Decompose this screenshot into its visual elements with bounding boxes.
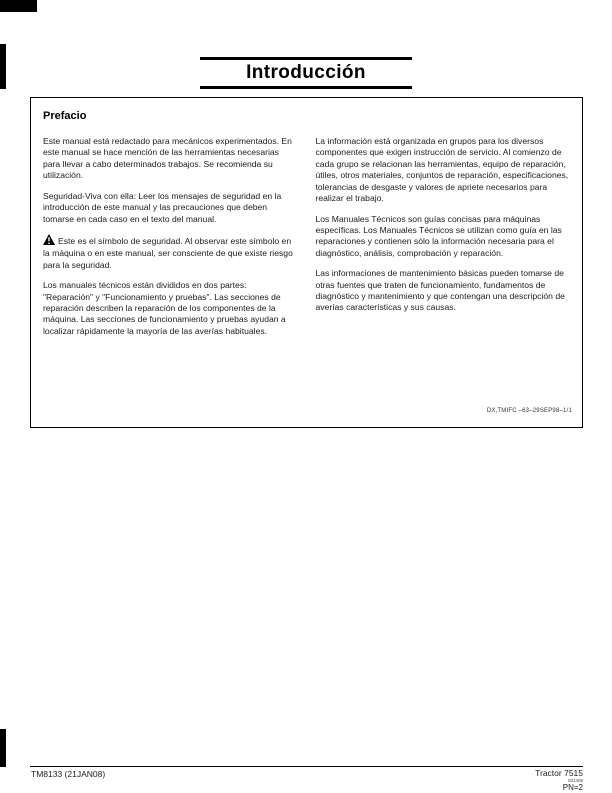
paragraph: Este manual está redactado para mecánicos experimentados. En este manual se hace mención de las herramientas necesarias para llevar a cabo determinados trabajos. Se recomienda su utilización. — [43, 136, 292, 181]
footer-page-number: PN=2 — [562, 782, 583, 792]
safety-alert-icon — [43, 234, 55, 248]
footer-manual-number: TM8133 (21JAN08) — [31, 769, 106, 779]
paragraph: Los manuales técnicos están divididos en dos partes: "Reparación" y "Funcionamiento y pruebas". Las secciones de reparación describen la reparación de los componentes de la máquina. Las secciones de funcionamiento y pruebas ayudan a localizar rápidamente la mayoría de las averías habituales. — [43, 280, 286, 336]
preface-section — [30, 97, 583, 428]
paragraph-text: Este es el símbolo de seguridad. Al observar este símbolo en la máquina o en este manual, ser consciente de que existe riesgo para la seguridad. — [43, 235, 293, 270]
doc-reference-code: DX,TMIFC –63–29SEP98–1/1 — [486, 408, 572, 414]
paragraph: Las informaciones de mantenimiento básicas pueden tomarse de otras fuentes que traten de funcionamiento, fundamentos de diagnóstico y mantenimiento y que contengan una descripción de averías características y sus causas. — [315, 268, 565, 313]
paragraph: La información está organizada en grupos para los diversos componentes que exigen instrucción de servicio. Al comienzo de cada grupo se relacionan las herramientas, equipo de reparación, útiles, otros materiales, conjuntos de reparación, especificaciones, tolerancias de desgaste y valores de apriete necesarios para realizar el trabajo. — [315, 136, 569, 204]
two-column-text — [43, 136, 570, 346]
left-edge-tab-bottom — [0, 729, 6, 767]
paragraph: Los Manuales Técnicos son guías concisas para máquinas específicas. Los Manuales Técnicos se utilizan como guía en las reparaciones y contienen sólo la información necesaria para el diagnóstico, análisis, comprobación y reparación. — [315, 213, 562, 258]
footer-right-block — [535, 769, 583, 793]
title-rule-bottom — [200, 86, 412, 89]
footer-print-code: 031408 — [567, 777, 583, 783]
corner-print-mark — [0, 0, 37, 12]
paragraph — [43, 234, 298, 271]
chapter-title-block — [0, 57, 612, 89]
page-title: Introducción — [246, 62, 366, 83]
footer-rule — [30, 766, 583, 767]
section-heading: Prefacio — [43, 110, 87, 122]
footer-model: Tractor 7515 — [535, 768, 583, 778]
left-column — [43, 136, 298, 346]
paragraph: Seguridad-Viva con ella: Leer los mensajes de seguridad en la introducción de este manual y las precauciones que deben tomarse en cada caso en el texto del manual. — [43, 190, 282, 224]
right-column — [316, 136, 571, 346]
